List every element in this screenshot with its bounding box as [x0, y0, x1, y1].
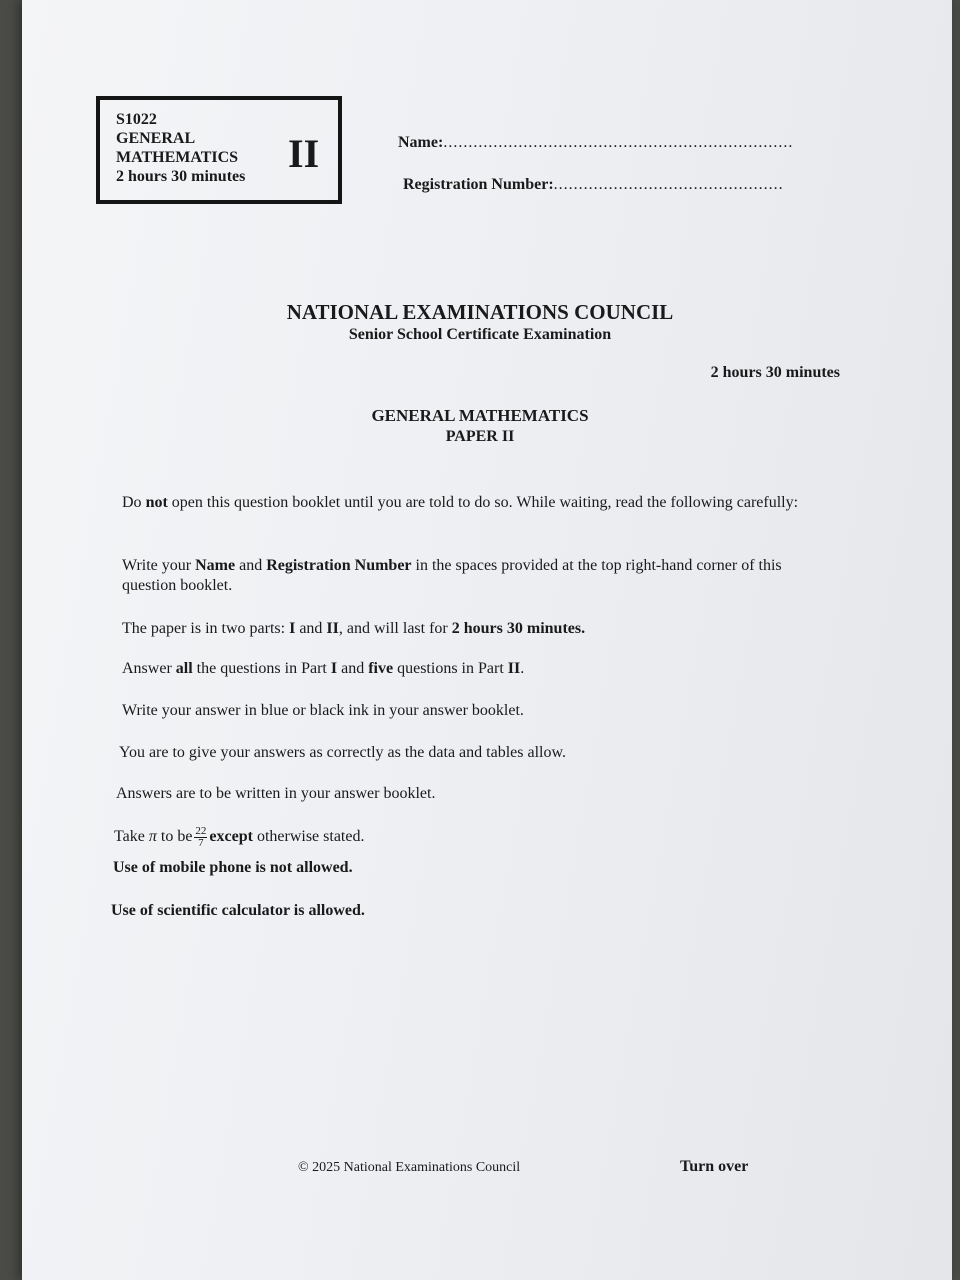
instr-text: Answer [122, 660, 176, 677]
fraction-22-over-7 [194, 826, 207, 849]
name-label: Name: [398, 134, 444, 151]
instruction-take-pi [114, 826, 834, 849]
exam-subject: GENERAL MATHEMATICS [371, 406, 589, 425]
instr-text: , and will last for [338, 620, 452, 637]
instr-text: and [337, 660, 369, 677]
instr-bold: Name [195, 557, 236, 574]
instr-text: in the spaces provided at the top right-hand corner of this question booklet. [122, 557, 782, 594]
instr-bold: II [507, 660, 521, 677]
instruction-ink: Write your answer in blue or black ink in your answer booklet. [122, 702, 524, 719]
instr-bold: not [145, 494, 168, 511]
box-duration: 2 hours 30 minutes [116, 168, 246, 185]
name-field[interactable] [398, 134, 793, 152]
instr-text: otherwise stated. [252, 828, 365, 846]
instr-bold: I [330, 660, 338, 677]
fraction-numerator: 22 [195, 825, 207, 837]
instr-text: The paper is in two parts: [122, 620, 290, 637]
instr-bold: 2 hours 30 minutes. [451, 620, 586, 637]
exam-paper-label: PAPER II [445, 428, 515, 445]
instruction-name-registration [122, 556, 837, 596]
council-title: NATIONAL EXAMINATIONS COUNCIL [286, 300, 674, 324]
instr-bold: all [175, 660, 193, 677]
instruction-two-parts [122, 619, 842, 639]
paper-number: II [288, 131, 320, 176]
council-subtitle: Senior School Certificate Examination [348, 326, 612, 343]
instr-text: open this question booklet until you are told to do so. While waiting, read the following carefully: [167, 494, 799, 511]
exam-duration: 2 hours 30 minutes [710, 364, 840, 381]
copyright-notice: © 2025 National Examinations Council [298, 1160, 521, 1175]
instr-text: . [520, 660, 525, 677]
instr-text: and [235, 557, 267, 574]
instr-text: questions in Part [393, 660, 508, 677]
paper-code-box [96, 96, 342, 204]
registration-field[interactable] [403, 176, 784, 194]
instr-bold: I [289, 620, 296, 637]
instr-text: and [295, 620, 327, 637]
instr-text: Take [114, 828, 149, 846]
instruction-answer-all [122, 659, 842, 679]
subject-line-2: MATHEMATICS [116, 149, 239, 166]
turn-over-label: Turn over [680, 1158, 749, 1175]
paper-code: S1022 [116, 111, 157, 128]
subject-line-1: GENERAL [116, 130, 196, 147]
registration-label: Registration Number: [403, 176, 554, 193]
instr-bold: five [368, 660, 394, 677]
pi-symbol: π [148, 828, 157, 846]
instr-bold: Registration Number [266, 557, 412, 574]
instr-text: Write your [122, 557, 196, 574]
instr-text: Do [122, 494, 146, 511]
instr-bold: II [326, 620, 339, 637]
instr-text: to be [156, 828, 193, 846]
instruction-accuracy: You are to give your answers as correctly as the data and tables allow. [119, 744, 566, 761]
instr-text: the questions in Part [192, 660, 331, 677]
instr-bold: except [209, 828, 253, 846]
instruction-do-not-open [122, 493, 837, 513]
fraction-denominator: 7 [198, 837, 204, 849]
name-dots: ...................................................................... [443, 134, 794, 151]
instruction-answer-booklet: Answers are to be written in your answer booklet. [116, 785, 436, 802]
registration-dots: .............................................. [553, 176, 784, 193]
instruction-calculator: Use of scientific calculator is allowed. [111, 902, 365, 919]
paper-code-lines [116, 110, 245, 186]
instruction-mobile-phone: Use of mobile phone is not allowed. [113, 859, 353, 876]
